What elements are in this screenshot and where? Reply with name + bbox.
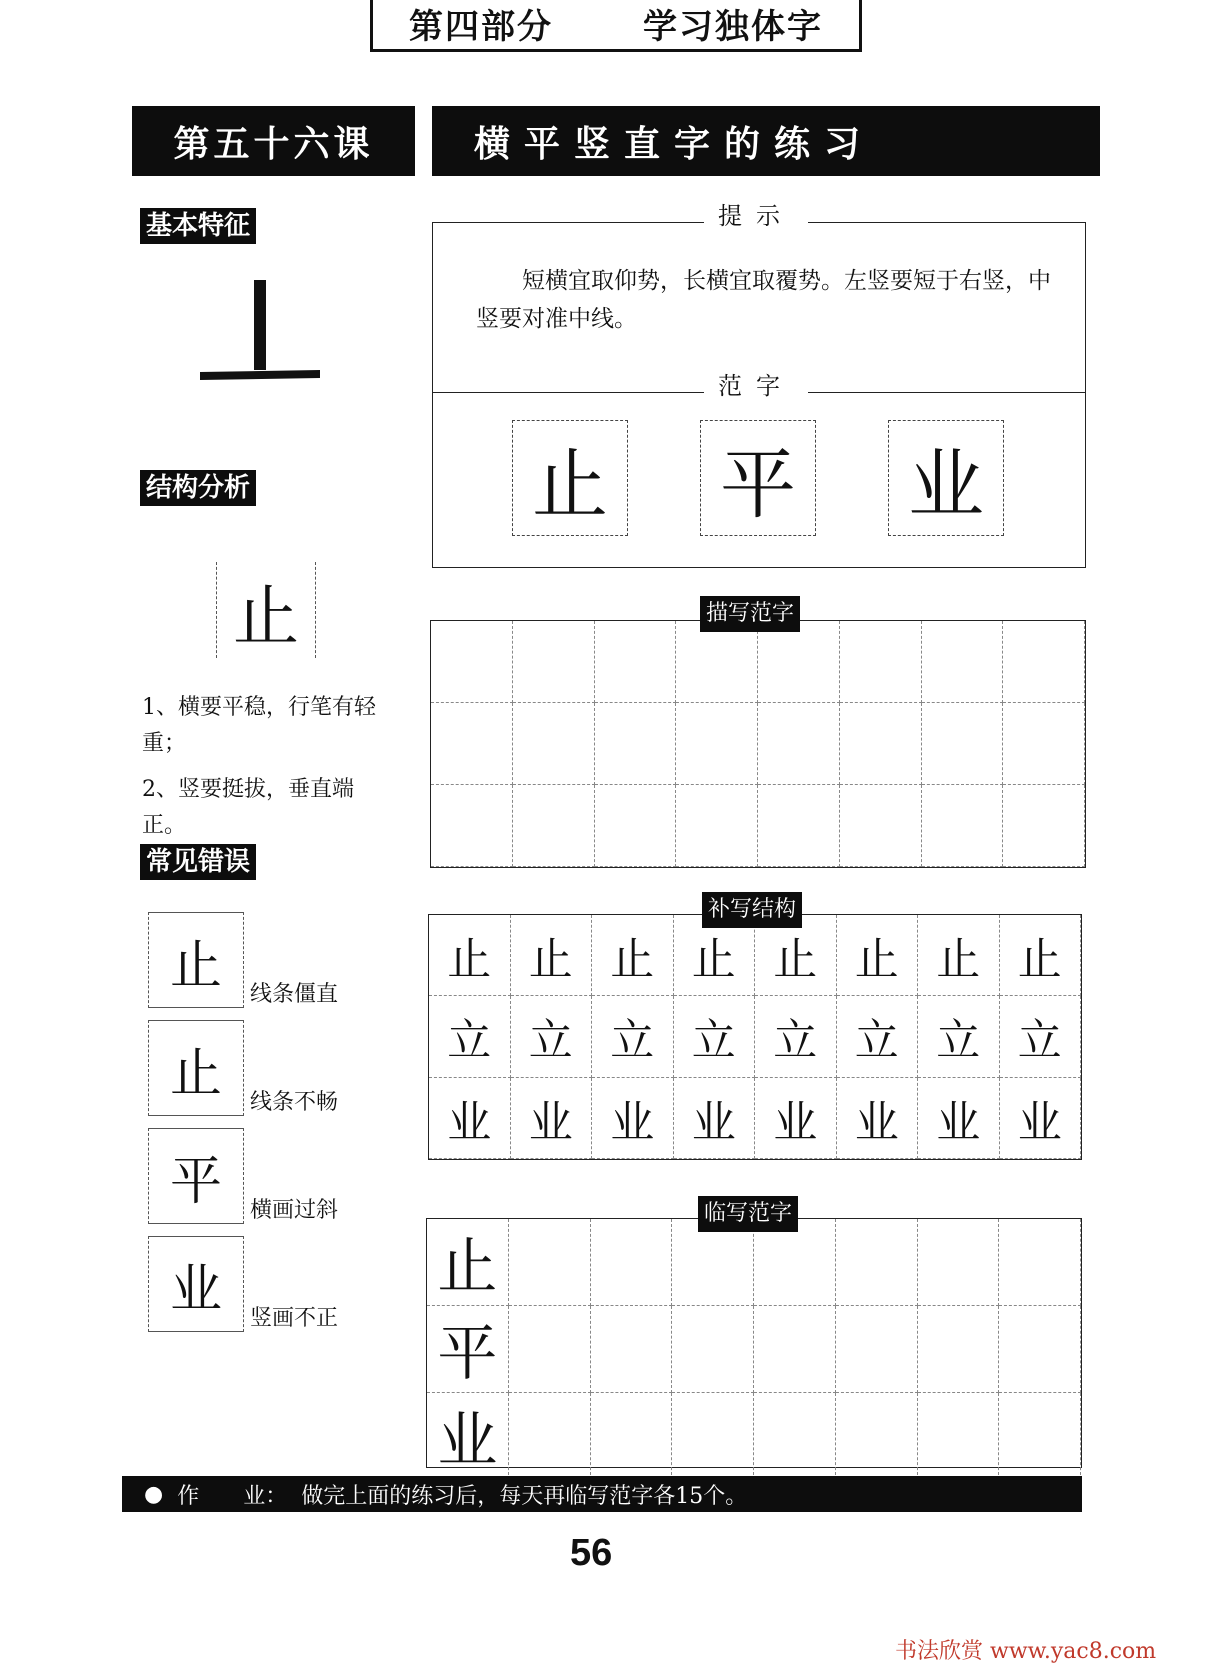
- practice-cell[interactable]: [999, 1393, 1081, 1480]
- error-char: 止: [148, 1020, 244, 1116]
- practice-cell[interactable]: [591, 1393, 673, 1480]
- practice-cell: 业: [755, 1078, 837, 1159]
- practice-cell: 立: [592, 996, 674, 1077]
- practice-cell: 业: [429, 1078, 511, 1159]
- practice-cell[interactable]: [595, 703, 677, 785]
- model-label: 范字: [704, 366, 808, 401]
- practice-cell[interactable]: [509, 1306, 591, 1393]
- practice-cell: 止: [592, 915, 674, 996]
- hint-text: 短横宜取仰势，长横宜取覆势。左竖要短于右竖，中竖要对准中线。: [476, 268, 1051, 332]
- practice-cell: 立: [674, 996, 756, 1077]
- practice-cell: 止: [429, 915, 511, 996]
- practice-cell[interactable]: [513, 703, 595, 785]
- trace-grid[interactable]: [430, 620, 1086, 868]
- lesson-title: 横平竖直字的练习: [432, 106, 1100, 176]
- page-number: 56: [570, 1532, 613, 1574]
- practice-cell[interactable]: [754, 1219, 836, 1306]
- trace-label: 描写范字: [700, 596, 800, 632]
- practice-cell[interactable]: [595, 785, 677, 867]
- practice-cell: 止: [918, 915, 1000, 996]
- practice-cell: 立: [918, 996, 1000, 1077]
- practice-cell: 止: [1000, 915, 1082, 996]
- basic-features-tag: 基本特征: [140, 208, 256, 244]
- homework-label: 作 业：: [177, 1483, 288, 1509]
- practice-cell: 业: [837, 1078, 919, 1159]
- practice-cell: 止: [511, 915, 593, 996]
- practice-cell[interactable]: [672, 1219, 754, 1306]
- error-char: 止: [148, 912, 244, 1008]
- structure-example-char: 止: [216, 562, 316, 658]
- model-chars: [512, 420, 1004, 536]
- practice-cell: 止: [427, 1219, 509, 1306]
- practice-cell: 立: [511, 996, 593, 1077]
- practice-cell[interactable]: [836, 1219, 918, 1306]
- practice-cell: 立: [429, 996, 511, 1077]
- copy-label: 临写范字: [698, 1196, 798, 1232]
- practice-cell: 业: [427, 1393, 509, 1480]
- lesson-number: 第五十六课: [132, 106, 415, 176]
- practice-cell[interactable]: [513, 621, 595, 703]
- model-char: 止: [512, 420, 628, 536]
- homework-text: 做完上面的练习后，每天再临写范字各15个。: [301, 1483, 748, 1509]
- practice-cell[interactable]: [758, 703, 840, 785]
- part-header: [370, 0, 862, 52]
- practice-cell[interactable]: [922, 703, 1004, 785]
- practice-cell: 止: [674, 915, 756, 996]
- watermark: 书法欣赏 www.yac8.com: [895, 1639, 1157, 1664]
- practice-cell[interactable]: [840, 785, 922, 867]
- practice-cell: 业: [674, 1078, 756, 1159]
- practice-cell[interactable]: [840, 621, 922, 703]
- model-char: 业: [888, 420, 1004, 536]
- practice-cell: 立: [837, 996, 919, 1077]
- practice-cell[interactable]: [840, 703, 922, 785]
- practice-cell[interactable]: [431, 785, 513, 867]
- error-label: 横画过斜: [250, 1198, 339, 1223]
- complete-label: 补写结构: [702, 892, 802, 928]
- error-item: [148, 912, 338, 1008]
- bullet-icon: ●: [144, 1481, 164, 1507]
- practice-cell[interactable]: [509, 1393, 591, 1480]
- practice-cell: 业: [511, 1078, 593, 1159]
- practice-cell: 平: [427, 1306, 509, 1393]
- practice-cell[interactable]: [836, 1393, 918, 1480]
- error-label: 线条不畅: [250, 1090, 339, 1115]
- practice-cell: 立: [755, 996, 837, 1077]
- practice-cell[interactable]: [922, 621, 1004, 703]
- practice-cell[interactable]: [676, 703, 758, 785]
- practice-cell[interactable]: [431, 621, 513, 703]
- error-item: [148, 1236, 338, 1332]
- error-list: [148, 912, 338, 1332]
- model-char: 平: [700, 420, 816, 536]
- practice-cell[interactable]: [836, 1306, 918, 1393]
- practice-cell: 立: [1000, 996, 1082, 1077]
- structure-analysis-tag: 结构分析: [140, 470, 256, 506]
- structure-note-1: 1、横要平稳，行笔有轻重；: [142, 695, 376, 756]
- vertical-stroke: [254, 280, 266, 370]
- practice-cell[interactable]: [918, 1219, 1000, 1306]
- practice-cell[interactable]: [754, 1306, 836, 1393]
- horizontal-stroke: [200, 370, 320, 380]
- complete-grid: [428, 914, 1082, 1160]
- copy-grid[interactable]: [426, 1218, 1082, 1476]
- practice-cell: 业: [592, 1078, 674, 1159]
- practice-cell[interactable]: [1003, 621, 1085, 703]
- hint-label: 提示: [704, 196, 808, 231]
- practice-cell[interactable]: [1003, 785, 1085, 867]
- error-char: 平: [148, 1128, 244, 1224]
- error-item: [148, 1020, 338, 1116]
- practice-cell[interactable]: [595, 621, 677, 703]
- practice-cell[interactable]: [758, 785, 840, 867]
- practice-cell[interactable]: [922, 785, 1004, 867]
- practice-cell: 业: [918, 1078, 1000, 1159]
- homework-bar: [122, 1476, 1082, 1512]
- practice-cell[interactable]: [999, 1219, 1081, 1306]
- practice-cell[interactable]: [513, 785, 595, 867]
- practice-cell[interactable]: [754, 1393, 836, 1480]
- practice-cell: 止: [755, 915, 837, 996]
- stroke-diagram: [190, 270, 330, 390]
- practice-cell: 业: [1000, 1078, 1082, 1159]
- error-label: 线条僵直: [250, 982, 339, 1007]
- practice-cell[interactable]: [509, 1219, 591, 1306]
- common-errors-tag: 常见错误: [140, 844, 256, 880]
- practice-cell[interactable]: [918, 1306, 1000, 1393]
- practice-cell: 止: [837, 915, 919, 996]
- part-number: 第四部分: [409, 6, 553, 47]
- practice-cell[interactable]: [431, 703, 513, 785]
- practice-cell[interactable]: [672, 1393, 754, 1480]
- practice-cell[interactable]: [999, 1306, 1081, 1393]
- structure-note-2: 2、竖要挺拔，垂直端正。: [142, 777, 354, 838]
- practice-cell[interactable]: [1003, 703, 1085, 785]
- practice-cell[interactable]: [591, 1306, 673, 1393]
- practice-cell[interactable]: [676, 621, 758, 703]
- error-label: 竖画不正: [250, 1306, 339, 1331]
- error-item: [148, 1128, 338, 1224]
- part-title: 学习独体字: [643, 6, 823, 47]
- practice-cell[interactable]: [676, 785, 758, 867]
- practice-cell[interactable]: [672, 1306, 754, 1393]
- practice-cell[interactable]: [591, 1219, 673, 1306]
- practice-cell[interactable]: [918, 1393, 1000, 1480]
- practice-cell[interactable]: [758, 621, 840, 703]
- error-char: 业: [148, 1236, 244, 1332]
- structure-notes: [142, 690, 392, 844]
